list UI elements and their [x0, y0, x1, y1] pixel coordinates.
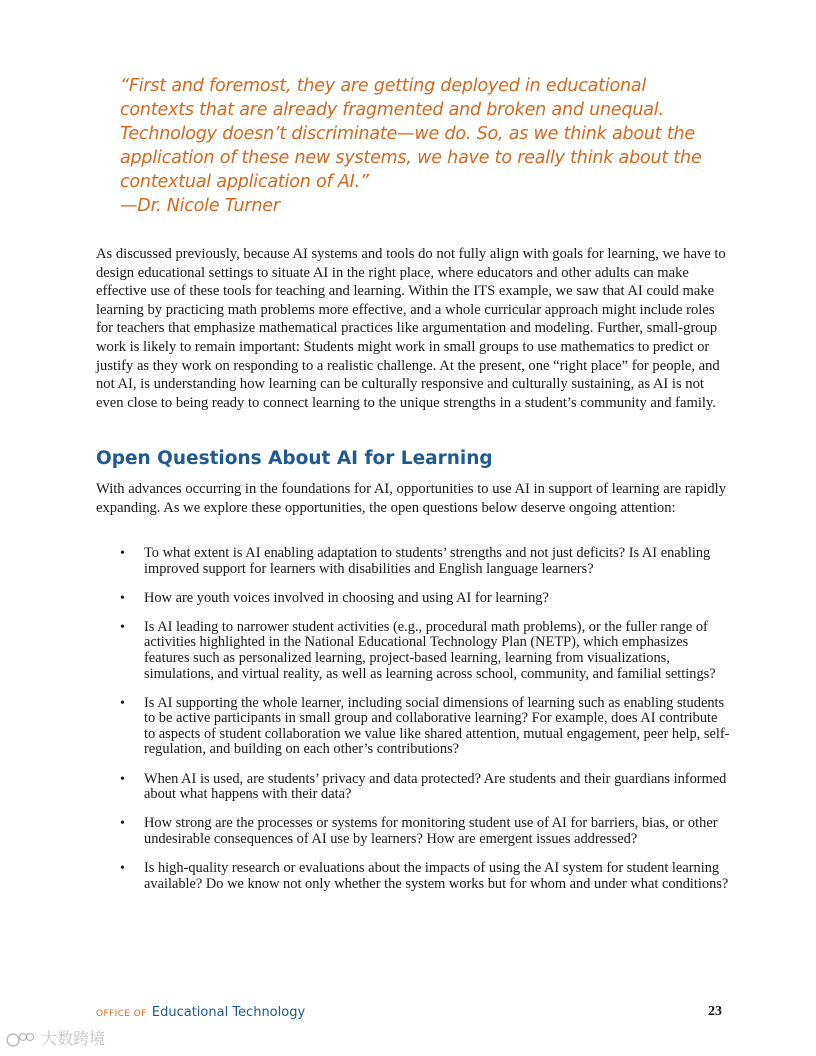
section-heading: Open Questions About AI for Learning: [96, 448, 493, 469]
bullet-icon: •: [120, 860, 125, 876]
watermark-text: 大数跨境: [41, 1029, 106, 1048]
list-item: [96, 591, 732, 607]
list-item: [96, 546, 732, 577]
intro-paragraph: As discussed previously, because AI systems and tools do not fully align with goals for learning, we have to design educational settings to situate AI in the right place, where educators and other adults can make effective use of these tools for teaching and learning. Within the ITS example, we saw that AI could make learning by practicing math problems more effective, and a whole curricular approach might include roles for teachers that emphasize mathematical practices like argumentation and modeling. Further, small-group work is likely to remain important: Students might work in small groups to use mathematics to predict or justify as they work on responding to a realistic challenge. At the present, one “right place” for people, and not AI, is understanding how learning can be culturally responsive and culturally sustaining, as AI is not even close to being ready to connect learning to the unique strengths in a student’s community and family.: [96, 246, 726, 411]
question-text: How strong are the processes or systems for monitoring student use of AI for barriers, bias, or other undesirable consequences of AI use by learners? How are emergent issues addressed?: [144, 815, 718, 847]
question-text: How are youth voices involved in choosing and using AI for learning?: [144, 589, 549, 606]
open-questions-list: [96, 546, 732, 906]
question-text: To what extent is AI enabling adaptation to students’ strengths and not just deficits? Is AI enabling improved support for learners with disabilities and English language learners?: [144, 545, 711, 577]
question-text: Is AI leading to narrower student activities (e.g., procedural math problems), or the fuller range of activities highlighted in the National Educational Technology Plan (NETP), which emphasizes features such as personalized learning, project-based learning, learning from visualizations, simulations, and virtual reality, as well as learning across school, community, and familial settings?: [144, 618, 716, 682]
list-item: [96, 772, 732, 803]
bullet-icon: •: [120, 619, 125, 635]
question-text: Is high-quality research or evaluations about the impacts of using the AI system for student learning available? Do we know not only whether the system works but for whom and under what conditions?: [144, 859, 729, 892]
quote-text: “First and foremost, they are getting deployed in educational contexts that are already fragmented and broken and unequal. Technology doesn’t discriminate—we do. So, as we think about the application of these new systems, we have to really think about the contextual application of AI.”: [120, 76, 702, 192]
list-item: [96, 620, 732, 682]
bullet-icon: •: [120, 695, 125, 711]
watermark: [6, 1026, 105, 1049]
list-item: [96, 696, 732, 758]
question-text: When AI is used, are students’ privacy and data protected? Are students and their guardians informed about what happens with their data?: [144, 770, 727, 803]
list-item: [96, 816, 732, 847]
bullet-icon: •: [120, 546, 125, 561]
footer-office-prefix: OFFICE OF: [96, 1009, 147, 1019]
question-text: Is AI supporting the whole learner, including social dimensions of learning such as enabling students to be active participants in small group and collaborative learning? For example, does AI contribute to aspects of student collaboration we value like shared attention, mutual engagement, peer help, self-regulation, and building on each other’s contributions?: [144, 694, 730, 758]
quote-attribution: —Dr. Nicole Turner: [120, 196, 280, 216]
footer-office-name: Educational Technology: [151, 1005, 306, 1020]
bullet-icon: •: [120, 816, 125, 832]
bullet-icon: •: [120, 590, 125, 606]
footer-office-logo: [96, 1001, 305, 1020]
page-number: 23: [708, 1004, 722, 1019]
section-lead-paragraph: With advances occurring in the foundations for AI, opportunities to use AI in support of learning are rapidly expanding. As we explore these opportunities, the open questions below deserve ongoing attention:: [96, 481, 727, 516]
watermark-logo-icon: [6, 1031, 36, 1049]
pull-quote: [120, 74, 710, 218]
list-item: [96, 861, 732, 892]
bullet-icon: •: [120, 771, 125, 787]
